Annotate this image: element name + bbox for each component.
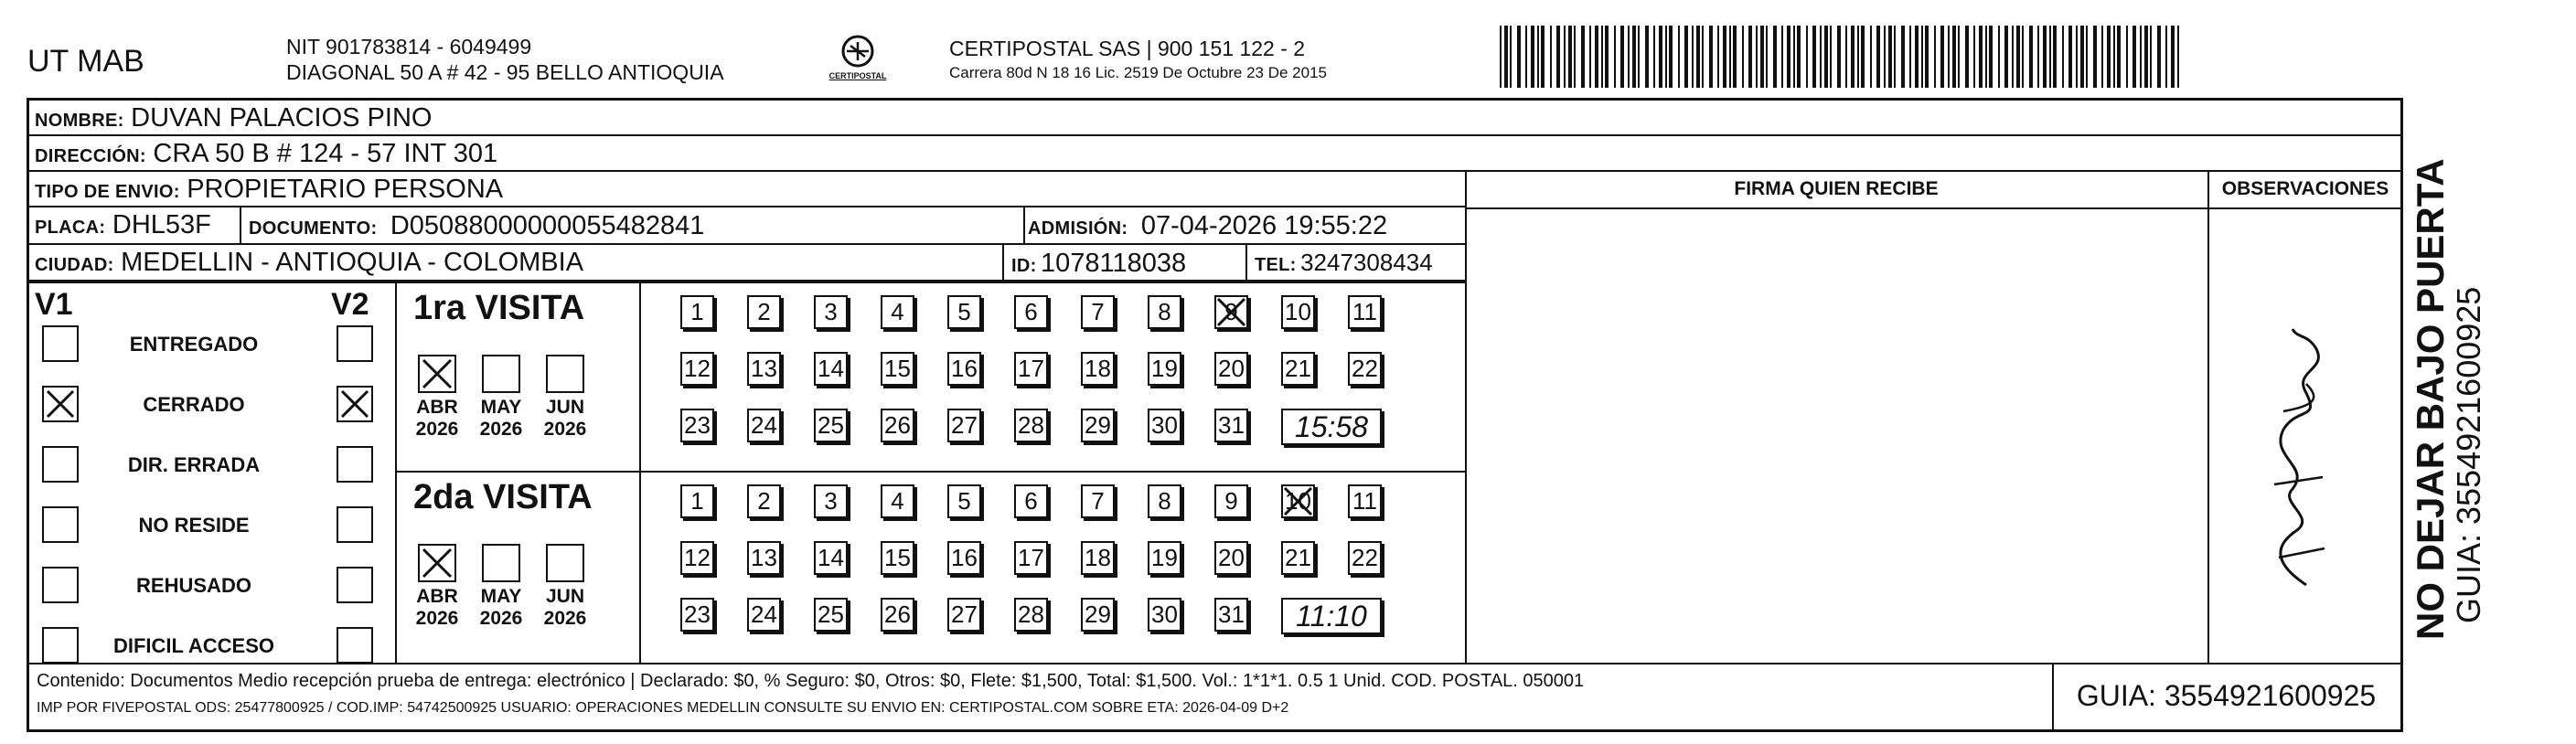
day-number: 24 [751,411,777,439]
day-number: 11 [1352,298,1377,325]
day-number: 9 [1224,487,1238,515]
v1-checkbox[interactable] [42,506,79,543]
day-number: 17 [1018,355,1044,382]
day-number: 30 [1151,601,1178,628]
day-number: 12 [684,544,711,571]
company-address: DIAGONAL 50 A # 42 - 95 BELLO ANTIOQUIA [286,60,724,84]
day-number: 31 [1218,601,1245,628]
visit-time-box[interactable] [1281,598,1382,634]
day-box[interactable] [947,541,981,575]
day-number: 26 [884,411,911,439]
company-nit: NIT 901783814 - 6049499 [286,35,532,58]
side-notice [2410,110,2487,640]
id-field [1011,249,1186,279]
day-box[interactable] [1348,541,1382,575]
v2-checkbox[interactable] [337,627,373,664]
month-name: MAY [480,397,522,418]
v1-checkbox[interactable] [42,446,79,483]
month-checkbox[interactable] [546,355,584,393]
day-number: 4 [891,298,904,325]
day-box[interactable] [1348,484,1382,518]
day-number: 31 [1218,411,1245,439]
day-number: 4 [891,487,904,515]
admision-value: 07-04-2026 19:55:22 [1140,211,1388,240]
status-label: DIR. ERRADA [127,453,261,476]
v2-checkbox[interactable] [337,506,373,543]
tipo-value: PROPIETARIO PERSONA [187,175,504,204]
day-number: 28 [1018,601,1044,628]
month-label [538,586,593,630]
month-year: 2026 [415,608,459,629]
day-number: 13 [751,544,777,571]
carrier-license: Carrera 80d N 18 16 Lic. 2519 De Octubre 23 De 2015 [949,64,1327,81]
nombre-row [29,101,2400,136]
day-box[interactable] [814,295,848,329]
v1-checkbox[interactable] [42,325,79,362]
documento-label: DOCUMENTO: [249,218,378,239]
visit-title: 2da VISITA [413,478,593,516]
day-number: 5 [957,487,971,515]
day-number: 30 [1151,411,1178,439]
v2-checkbox[interactable] [337,325,373,362]
day-number: 18 [1085,355,1111,382]
day-number: 2 [757,487,771,515]
placa-label: PLACA: [35,218,106,238]
documento-field [249,211,704,241]
day-box[interactable] [947,409,981,442]
v1-label: V1 [35,287,73,322]
day-number: 10 [1285,487,1311,515]
day-box[interactable] [1214,484,1248,518]
month-year: 2026 [479,608,523,629]
observaciones-header: OBSERVACIONES [2221,178,2389,199]
day-box[interactable] [1148,295,1181,329]
day-box[interactable] [1281,295,1315,329]
day-number: 25 [818,601,844,628]
day-box[interactable] [747,598,781,632]
nombre-label: NOMBRE: [35,111,124,131]
day-number: 2 [757,298,771,325]
day-box[interactable] [814,598,848,632]
day-box[interactable] [747,541,781,575]
v1-checkbox[interactable] [42,567,79,603]
day-number: 24 [751,601,777,628]
tel-field [1255,249,1433,277]
month-name: ABR [416,586,458,607]
day-box[interactable] [680,541,714,575]
day-box[interactable] [1214,541,1248,575]
visit-time: 11:10 [1296,600,1367,632]
status-label: ENTREGADO [129,333,259,356]
day-box[interactable] [1348,352,1382,386]
ciudad-label: CIUDAD: [35,255,114,275]
visit-title: 1ra VISITA [413,289,585,327]
v1-checkbox[interactable] [42,386,79,422]
tipo-label: TIPO DE ENVIO: [35,182,180,202]
v1-checkbox[interactable] [42,627,79,664]
day-box[interactable] [1081,409,1115,442]
day-box[interactable] [680,409,714,442]
day-box[interactable] [747,409,781,442]
carrier-name: CERTIPOSTAL SAS | 900 151 122 - 2 [949,37,1306,60]
day-number: 21 [1285,544,1311,571]
v2-checkbox[interactable] [337,567,373,603]
day-box[interactable] [1348,295,1382,329]
day-number: 27 [951,601,978,628]
day-number: 27 [951,411,978,439]
month-checkbox[interactable] [482,355,520,393]
day-box[interactable] [947,295,981,329]
month-checkbox[interactable] [418,544,456,582]
day-box[interactable] [1014,409,1048,442]
placa-value: DHL53F [112,210,211,239]
day-number: 26 [884,601,911,628]
day-number: 13 [751,355,777,382]
tipo-row [29,172,1465,207]
day-box[interactable] [1014,295,1048,329]
id-value: 1078118038 [1041,249,1187,278]
day-number: 14 [818,355,844,382]
side-notice-guia: GUIA: 3554921600925 [2450,286,2487,623]
company-name: UT MAB [27,44,144,79]
status-label: REHUSADO [136,574,251,597]
day-number: 3 [824,298,838,325]
month-name: JUN [545,397,584,418]
direccion-value: CRA 50 B # 124 - 57 INT 301 [153,139,498,168]
day-number: 8 [1158,298,1171,325]
day-box[interactable] [1014,484,1048,518]
ciudad-row [29,245,1465,282]
day-box[interactable] [1148,541,1181,575]
day-box[interactable] [881,409,914,442]
day-box[interactable] [680,352,714,386]
delivery-form [27,98,2403,732]
day-number: 16 [951,355,978,382]
day-box[interactable] [814,484,848,518]
nombre-value: DUVAN PALACIOS PINO [131,103,433,133]
day-number: 1 [690,298,704,325]
day-number: 16 [951,544,978,571]
day-box[interactable] [747,295,781,329]
side-notice-title: NO DEJAR BAJO PUERTA [2409,158,2452,640]
day-number: 19 [1151,355,1178,382]
day-number: 15 [884,355,911,382]
day-box[interactable] [1081,598,1115,632]
firma-header: FIRMA QUIEN RECIBE [1734,178,1939,199]
tel-value: 3247308434 [1300,249,1433,276]
day-number: 8 [1158,487,1171,515]
status-label: CERRADO [143,393,245,416]
day-number: 11 [1352,487,1377,515]
footer-imp: IMP POR FIVEPOSTAL ODS: 25477800925 / COD.IMP: 54742500925 USUARIO: OPERACIONES MEDELLIN CONSULTE SU ENVIO EN: CERTIPOSTAL.COM SOBRE ETA: 2026-04-09 D+2 [37,700,1289,716]
day-box[interactable] [1281,352,1315,386]
day-box[interactable] [881,352,914,386]
day-box[interactable] [814,541,848,575]
month-year: 2026 [543,419,587,440]
v2-checkbox[interactable] [337,446,373,483]
month-name: ABR [416,397,458,418]
day-box[interactable] [814,352,848,386]
handwritten-signature [2242,320,2343,599]
day-number: 23 [684,601,711,628]
day-number: 22 [1352,544,1378,571]
day-box[interactable] [1214,352,1248,386]
day-number: 6 [1024,487,1038,515]
day-box[interactable] [1081,295,1115,329]
day-box[interactable] [680,484,714,518]
tel-label: TEL: [1255,255,1297,275]
day-box[interactable] [1148,484,1181,518]
day-box[interactable] [1214,598,1248,632]
v2-checkbox[interactable] [337,386,373,422]
day-box[interactable] [1214,409,1248,442]
day-box[interactable] [881,598,914,632]
day-number: 10 [1285,298,1311,325]
day-number: 15 [884,544,911,571]
day-box[interactable] [947,484,981,518]
day-box[interactable] [747,484,781,518]
status-label: NO RESIDE [138,514,250,537]
day-box[interactable] [1148,409,1181,442]
admision-field [1028,211,1387,241]
month-name: JUN [545,586,584,607]
day-box[interactable] [1014,352,1048,386]
day-box[interactable] [1014,541,1048,575]
day-box[interactable] [814,409,848,442]
day-number: 19 [1151,544,1178,571]
month-year: 2026 [543,608,587,629]
month-year: 2026 [479,419,523,440]
day-box[interactable] [1014,598,1048,632]
day-number: 21 [1285,355,1311,382]
day-number: 6 [1024,298,1038,325]
day-number: 9 [1224,298,1238,325]
visit-time: 15:58 [1294,410,1369,443]
month-name: MAY [480,586,522,607]
month-checkbox[interactable] [418,355,456,393]
day-number: 20 [1218,355,1245,382]
day-number: 7 [1091,298,1105,325]
ciudad-value: MEDELLIN - ANTIOQUIA - COLOMBIA [121,248,584,277]
day-number: 28 [1018,411,1044,439]
barcode [1500,26,2184,88]
day-number: 20 [1218,544,1245,571]
day-number: 17 [1018,544,1044,571]
day-number: 7 [1091,487,1105,515]
month-label [474,586,529,630]
day-box[interactable] [747,352,781,386]
month-label [410,586,465,630]
day-box[interactable] [680,295,714,329]
month-checkbox[interactable] [546,544,584,582]
day-box[interactable] [680,598,714,632]
documento-value: D05088000000055482841 [390,211,705,240]
day-number: 3 [824,487,838,515]
day-number: 29 [1085,601,1111,628]
month-label [410,397,465,441]
direccion-label: DIRECCIÓN: [35,146,146,166]
day-box[interactable] [947,598,981,632]
month-year: 2026 [415,419,459,440]
day-number: 29 [1085,411,1111,439]
month-checkbox[interactable] [482,544,520,582]
day-number: 12 [684,355,711,382]
direccion-row [29,136,2400,172]
day-number: 18 [1085,544,1111,571]
visit-time-box[interactable] [1281,409,1382,445]
day-box[interactable] [1081,352,1115,386]
logo-text: CERTIPOSTAL [828,71,887,80]
day-box[interactable] [1281,484,1315,518]
month-label [474,397,529,441]
status-label: DIFICIL ACCESO [112,634,274,657]
day-box[interactable] [1214,295,1248,329]
day-box[interactable] [881,541,914,575]
day-box[interactable] [881,295,914,329]
day-box[interactable] [881,484,914,518]
day-box[interactable] [1281,541,1315,575]
day-number: 25 [818,411,844,439]
day-number: 1 [690,487,704,515]
day-box[interactable] [1081,484,1115,518]
admision-label: ADMISIÓN: [1028,218,1128,239]
day-box[interactable] [1081,541,1115,575]
footer-contenido: Contenido: Documentos Medio recepción prueba de entrega: electrónico | Declarado: $0, % Seguro: $0, Otros: $0, Flete: $1,500, Total: $1,500. Vol.: 1*1*1. 0.5 1 Unid. COD. POSTAL. 050001 [37,671,1585,691]
v2-label: V2 [331,287,369,322]
month-label [538,397,593,441]
footer-guia: GUIA: 3554921600925 [2076,679,2377,712]
day-number: 23 [684,411,711,439]
day-box[interactable] [1148,352,1181,386]
day-number: 5 [957,298,971,325]
day-number: 22 [1352,355,1378,382]
day-box[interactable] [1148,598,1181,632]
id-label: ID: [1011,256,1037,276]
certipostal-logo [828,33,887,88]
day-number: 14 [818,544,844,571]
day-box[interactable] [947,352,981,386]
